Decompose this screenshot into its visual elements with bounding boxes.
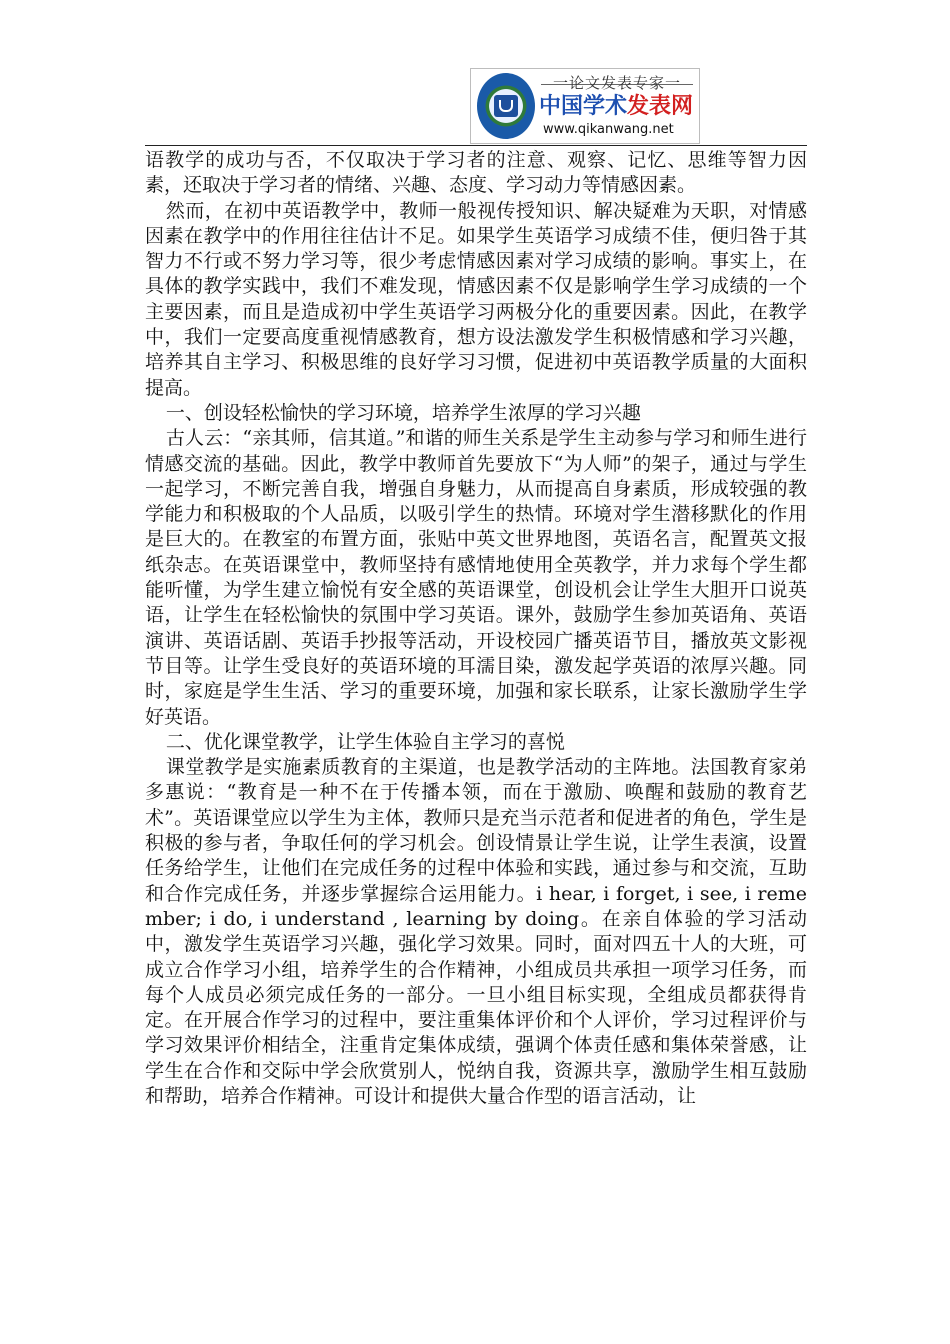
logo-brand [539, 93, 695, 121]
paragraph-2: 然而，在初中英语教学中，教师一般视传授知识、解决疑难为天职，对情感因素在教学中的作用往往估计不足。如果学生英语学习成绩不佳，便归咎于其智力不行或不努力学习等，很少考虑情感因素对学习成绩的影响。事实上，在具体的教学实践中，我们不难发现，情感因素不仅是影响学生学习成绩的一个主要因素，而且是造成初中学生英语学习两极分化的重要因素。因此，在教学中，我们一定要高度重视情感教育，想方设法激发学生积极情感和学习兴趣，培养其自主学习、积极思维的良好学习习惯，促进初中英语教学质量的大面积提高。 [145, 199, 807, 399]
seal-emblem-icon [477, 73, 535, 139]
header-divider [145, 145, 807, 146]
paragraph-1: 语教学的成功与否，不仅取决于学习者的注意、观察、记忆、思维等智力因素，还取决于学习者的情绪、兴趣、态度、学习动力等情感因素。 [145, 149, 807, 197]
logo-url: www.qikanwang.net [543, 122, 674, 137]
logo-brand-part2: 发表网 [627, 94, 694, 119]
section-heading-1: 一、创设轻松愉快的学习环境，培养学生浓厚的学习兴趣 [165, 401, 641, 424]
logo-brand-part1: 中国学术 [539, 94, 628, 119]
site-logo[interactable] [470, 68, 700, 144]
article-body [145, 148, 807, 1109]
paragraph-4: 课堂教学是实施素质教育的主渠道，也是教学活动的主阵地。法国教育家弟多惠说：“教育是一种不在于传播本领，而在于激励、唤醒和鼓励的教育艺术”。英语课堂应以学生为主体，教师只是充当示范者和促进者的角色，学生是积极的参与者，争取任何的学习机会。创设情景让学生说，让学生表演，设置任务给学生，让他们在完成任务的过程中体验和实践，通过参与和交流，互助和合作完成任务，并逐步掌握综合运用能力。i hear, i forget, i see, i remember; i do, i understand , learning by doing。在亲自体验的学习活动中，激发学生英语学习兴趣，强化学习效果。同时，面对四五十人的大班，可成立合作学习小组，培养学生的合作精神，小组成员共承担一项学习任务，而每个人成员必须完成任务的一部分。一旦小组目标实现，全组成员都获得肯定。在开展合作学习的过程中，要注重集体评价和个人评价，学习过程评价与学习效果评价相结全，注重肯定集体成绩，强调个体责任感和集体荣誉感，让学生在合作和交际中学会欣赏别人，悦纳自我，资源共享，激励学生相互鼓励和帮助，培养合作精神。可设计和提供大量合作型的语言活动，让 [145, 756, 807, 1107]
section-heading-2: 二、优化课堂教学，让学生体验自主学习的喜悦 [165, 730, 565, 753]
paragraph-3: 古人云：“亲其师，信其道。”和谐的师生关系是学生主动参与学习和师生进行情感交流的基础。因此，教学中教师首先要放下“为人师”的架子，通过与学生一起学习，不断完善自我，增强自身魅力，从而提高自身素质，形成较强的教学能力和积极取的个人品质，以吸引学生的热情。环境对学生潜移默化的作用是巨大的。在教室的布置方面，张贴中英文世界地图，英语名言，配置英文报纸杂志。在英语课堂中，教师坚持有感情地使用全英教学，并力求每个学生都能听懂，为学生建立愉悦有安全感的英语课堂，创设机会让学生大胆开口说英语，让学生在轻松愉快的氛围中学习英语。课外，鼓励学生参加英语角、英语演讲、英语话剧、英语手抄报等活动，开设校园广播英语节目，播放英文影视节目等。让学生受良好的英语环境的耳濡目染，激发起学英语的浓厚兴趣。同时，家庭是学生生活、学习的重要环境，加强和家长联系，让家长激励学生学好英语。 [145, 427, 807, 728]
book-icon [494, 95, 518, 117]
logo-slogan: 一论文发表专家一 [552, 74, 681, 92]
